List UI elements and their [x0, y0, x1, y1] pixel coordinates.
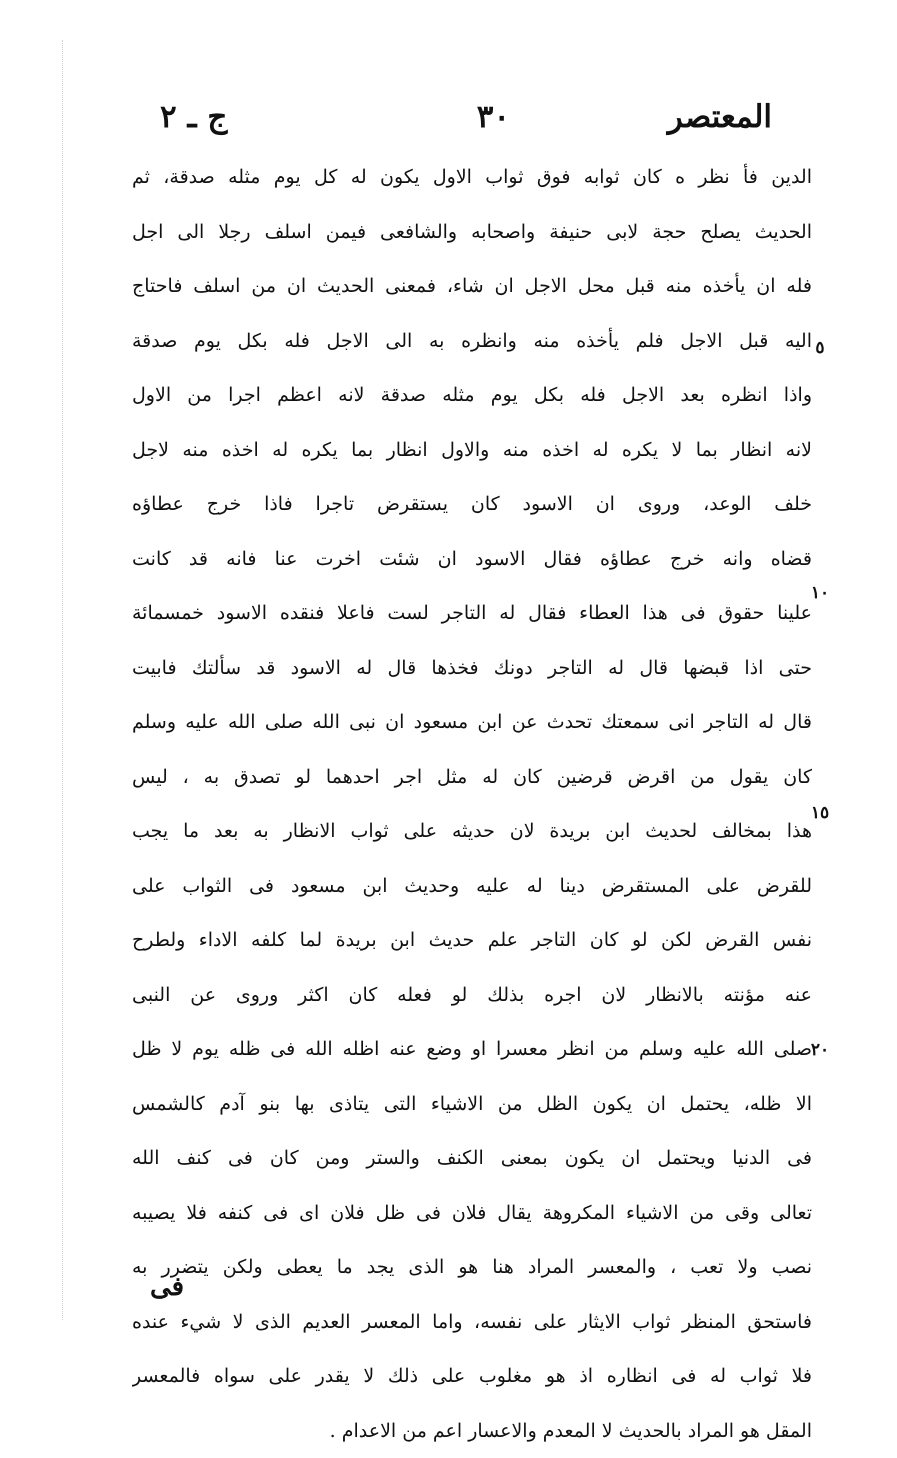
- margin-line-number-10: ١٠: [800, 583, 840, 603]
- running-title: المعتصر: [668, 92, 772, 142]
- text-line: فى الدنيا ويحتمل ان يكون بمعنى الكنف والستر ومن كان فى كنف الله: [132, 1131, 812, 1186]
- text-line: خلف الوعد، وروى ان الاسود كان يستقرض تاجرا فاذا خرج عطاؤه: [132, 477, 812, 532]
- volume-label: ج ـ ٢: [160, 92, 227, 142]
- text-line: واذا انظره بعد الاجل فله بكل يوم مثله صدقة لانه اعظم اجرا من الاول: [132, 368, 812, 423]
- text-line: هذا بمخالف لحديث ابن بريدة لان حديثه على ثواب الانظار به بعد ما يجب: [132, 804, 812, 859]
- text-line: نصب ولا تعب ، والمعسر المراد هنا هو الذى يجد ما يعطى ولكن يتضرر به: [132, 1240, 812, 1295]
- text-line: عنه مؤنته بالانظار لان اجره بذلك لو فعله كان اكثر وروى عن النبى: [132, 968, 812, 1023]
- text-line: صلى الله عليه وسلم من انظر معسرا او وضع عنه اظله الله فى ظله يوم لا ظل: [132, 1022, 812, 1077]
- text-line: فله ان يأخذه منه قبل محل الاجل ان شاء، فمعنى الحديث ان من اسلف فاحتاج: [132, 259, 812, 314]
- scan-edge-line: [62, 40, 64, 1320]
- text-line: تعالى وقى من الاشياء المكروهة يقال فلان فى ظل فلان اى فى كنفه فلا يصيبه: [132, 1186, 812, 1241]
- text-line: فاستحق المنظر ثواب الايثار على نفسه، واما المعسر العديم الذى لا شيء عنده: [132, 1295, 812, 1350]
- main-text: [132, 150, 812, 1458]
- text-line: حتى اذا قبضها قال له التاجر دونك فخذها قال له الاسود قد سألتك فابيت: [132, 641, 812, 696]
- text-line: قضاه وانه خرج عطاؤه فقال الاسود ان شئت اخرت عنا فانه قد كانت: [132, 532, 812, 587]
- text-line: علينا حقوق فى هذا العطاء فقال له التاجر لست فاعلا فنقده الاسود خمسمائة: [132, 586, 812, 641]
- text-line: نفس القرض لكن لو كان التاجر علم حديث ابن بريدة لما كلفه الاداء ولطرح: [132, 913, 812, 968]
- margin-line-number-20: ٢٠: [800, 1040, 840, 1060]
- margin-line-number-5: ٥: [800, 338, 840, 358]
- margin-line-number-15: ١٥: [800, 803, 840, 823]
- text-line: للقرض على المستقرض دينا له عليه وحديث ابن مسعود فى الثواب على: [132, 859, 812, 914]
- text-line: الا ظله، يحتمل ان يكون الظل من الاشياء التى يتاذى بها بنو آدم كالشمس: [132, 1077, 812, 1132]
- text-line: الحديث يصلح حجة لابى حنيفة واصحابه والشافعى فيمن اسلف رجلا الى اجل: [132, 205, 812, 260]
- text-line: قال له التاجر انى سمعتك تحدث عن ابن مسعود ان نبى الله صلى الله عليه وسلم: [132, 695, 812, 750]
- page-header: [160, 92, 772, 142]
- text-line: كان يقول من اقرض قرضين كان له مثل اجر احدهما لو تصدق به ، ليس: [132, 750, 812, 805]
- page-number: ٣٠: [477, 92, 510, 142]
- text-line: اليه قبل الاجل فلم يأخذه منه وانظره به الى الاجل فله بكل يوم صدقة: [132, 314, 812, 369]
- text-line: لانه انظار بما لا يكره له اخذه منه والاول انظار بما يكره له اخذه منه لاجل: [132, 423, 812, 478]
- text-line-last: المقل هو المراد بالحديث لا المعدم والاعسار اعم من الاعدام .: [132, 1404, 812, 1458]
- catchword: فى: [150, 1272, 184, 1302]
- text-line: الدين فأ نظر ه كان ثوابه فوق ثواب الاول يكون له كل يوم مثله صدقة، ثم: [132, 150, 812, 205]
- text-line: فلا ثواب له فى انظاره اذ هو مغلوب على ذلك لا يقدر على سواه فالمعسر: [132, 1349, 812, 1404]
